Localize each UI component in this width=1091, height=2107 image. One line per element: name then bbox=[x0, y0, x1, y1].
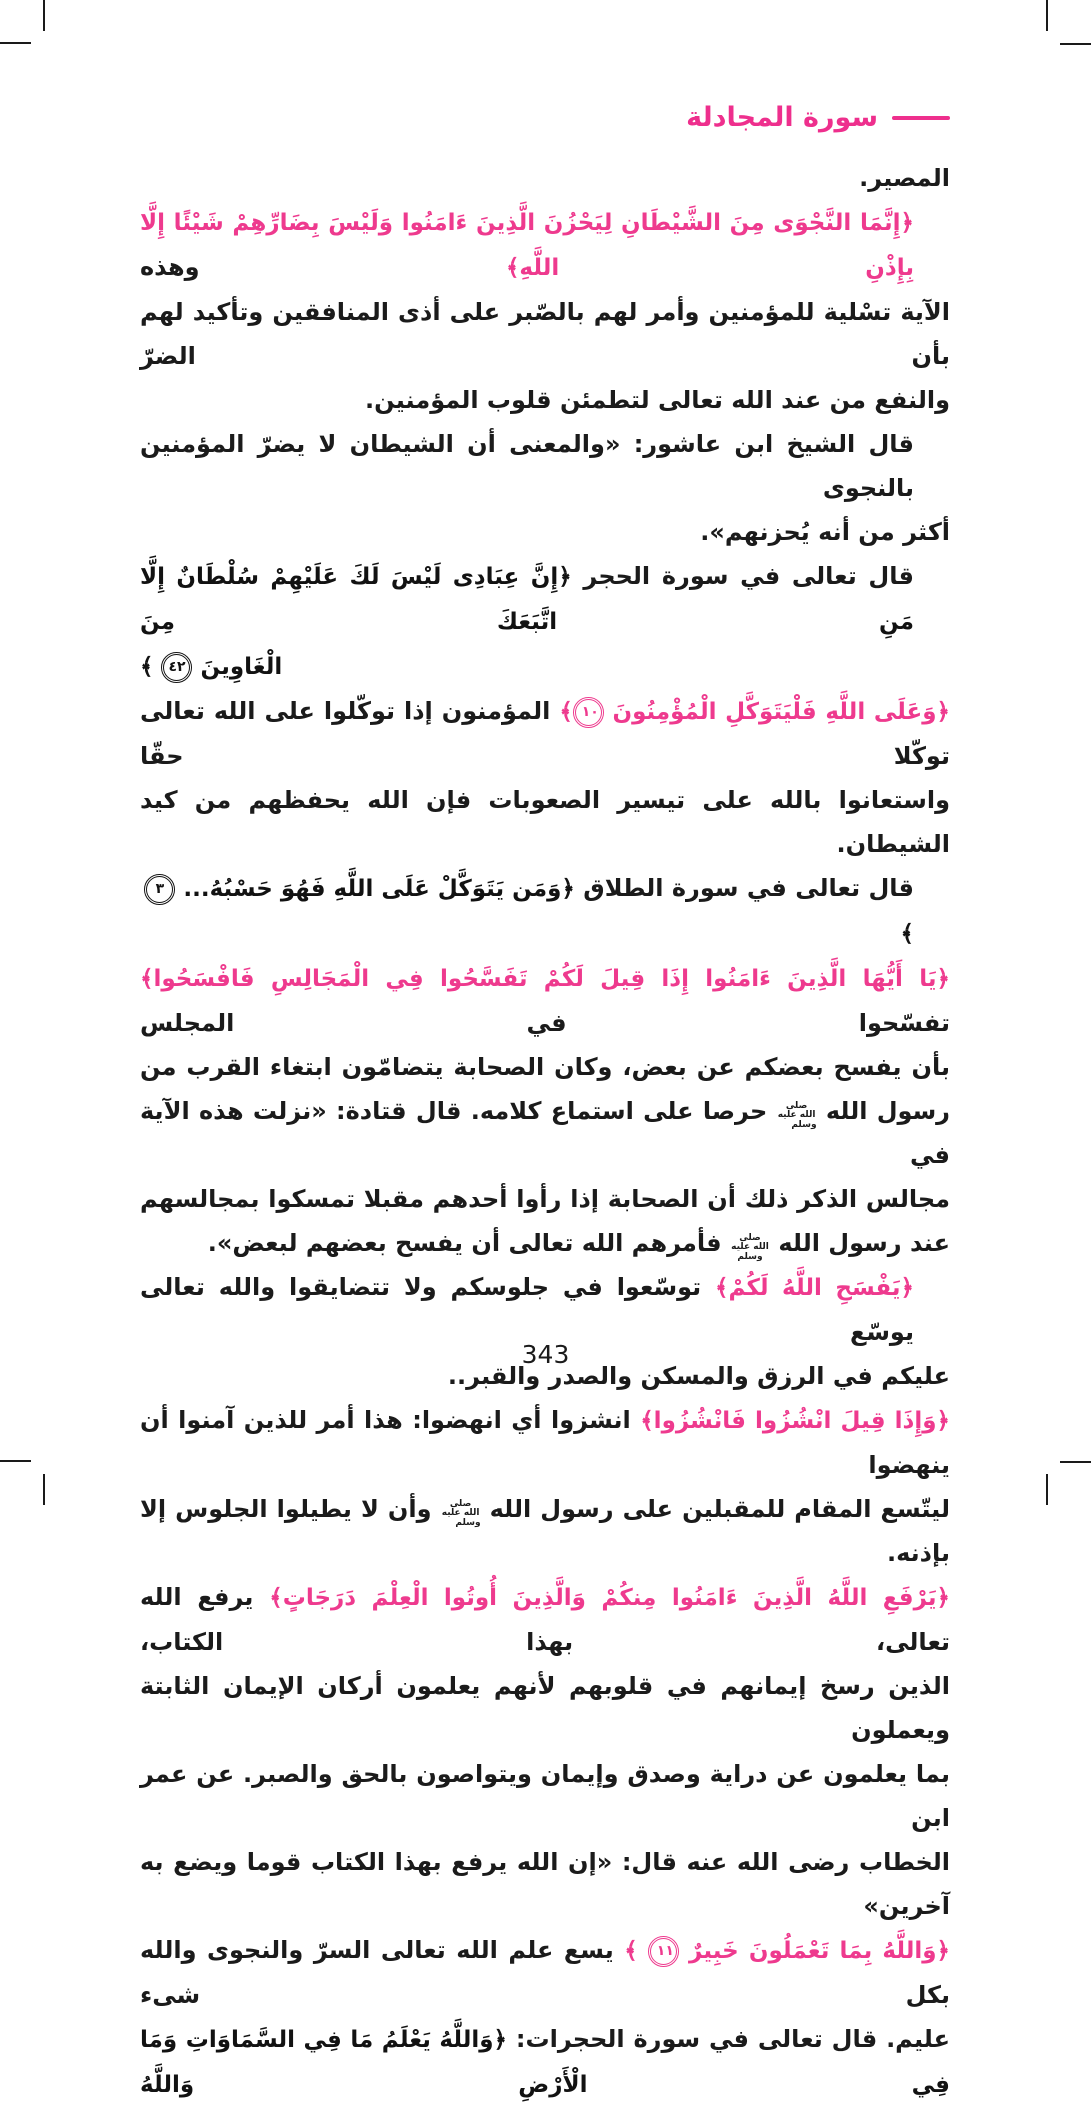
body-text: بما يعلمون عن دراية وصدق وإيمان ويتواصون بالحق والصبر. عن عمر ابن bbox=[140, 1760, 950, 1832]
text-line bbox=[140, 554, 950, 644]
text-line bbox=[140, 1487, 950, 1575]
body-text: الخطاب رضى الله عنه قال: «إن الله يرفع بهذا الكتاب قوما ويضع به آخرين» bbox=[140, 1848, 950, 1920]
text-line bbox=[140, 156, 950, 200]
text-line bbox=[140, 1045, 950, 1089]
quran-verse-black: ﴿وَاللَّهُ يَعْلَمُ مَا فِي السَّمَاوَاتِ وَمَا فِي الْأَرْضِ وَاللَّهُ bbox=[140, 2027, 950, 2098]
quran-verse-black: ﴾ bbox=[140, 654, 162, 680]
quran-verse-pink: ﴿إِنَّمَا النَّجْوَى مِنَ الشَّيْطَانِ لِيَحْزُنَ الَّذِينَ ءَامَنُوا وَلَيْسَ بِضَارِّهِمْ شَيْئًا إِلَّا بِإِذْنِ اللَّهِ﴾ bbox=[140, 210, 914, 281]
crop-mark-top-left-horizontal bbox=[0, 42, 31, 44]
pbuh-ligature: صلى الله عليه وسلم bbox=[441, 1498, 481, 1528]
body-text: بأن يفسح بعضكم عن بعض، وكان الصحابة يتضامّون ابتغاء القرب من bbox=[140, 1053, 950, 1081]
body-text: مجالس الذكر ذلك أن الصحابة إذا رأوا أحدهم مقبلا تمسكوا بمجالسهم bbox=[140, 1185, 950, 1213]
body-text: عليم. قال تعالى في سورة الحجرات: bbox=[507, 2025, 950, 2053]
verse-number-medallion: ٤٢ bbox=[161, 652, 192, 683]
body-text: حرصا على استماع كلامه. قال قتادة: «نزلت هذه الآية في bbox=[140, 1097, 950, 1169]
body-text: والنفع من عند الله تعالى لتطمئن قلوب المؤمنين. bbox=[365, 386, 950, 414]
body-text: وأن لا يطيلوا الجلوس إلا بإذنه. bbox=[140, 1495, 950, 1567]
text-line bbox=[140, 378, 950, 422]
quran-verse-pink: ﴿وَاللَّهُ بِمَا تَعْمَلُونَ خَبِيرٌ bbox=[678, 1938, 950, 1964]
body-text: قال الشيخ ابن عاشور: «والمعنى أن الشيطان لا يضرّ المؤمنين بالنجوى bbox=[140, 430, 914, 502]
body-text: وهذه bbox=[140, 253, 506, 281]
quran-verse-black: ﴿وَمَن يَتَوَكَّلْ عَلَى اللَّهِ فَهُوَ حَسْبُهُ... bbox=[175, 876, 575, 902]
text-line bbox=[140, 778, 950, 866]
body-text: واستعانوا بالله على تيسير الصعوبات فإن الله يحفظهم من كيد الشيطان. bbox=[140, 786, 950, 858]
body-text: الآية تسْلية للمؤمنين وأمر لهم بالصّبر على أذى المنافقين وتأكيد لهم بأن الضرّ bbox=[140, 298, 950, 370]
text-line bbox=[140, 1752, 950, 1840]
quran-verse-pink: ﴿يَا أَيُّهَا الَّذِينَ ءَامَنُوا إِذَا قِيلَ لَكُمْ تَفَسَّحُوا فِي الْمَجَالِسِ فَافْسَحُوا﴾ bbox=[140, 966, 950, 992]
quran-verse-black: ﴾ bbox=[900, 921, 914, 947]
verse-number-medallion: ١٠ bbox=[573, 697, 604, 728]
body-text: توسّعوا في جلوسكم ولا تتضايقوا والله تعالى يوسّع bbox=[140, 1273, 914, 1346]
crop-mark-bottom-left-horizontal bbox=[0, 1460, 31, 1462]
text-line bbox=[140, 1840, 950, 1928]
body-text: أكثر من أنه يُحزنهم». bbox=[700, 518, 950, 546]
pbuh-ligature: صلى الله عليه وسلم bbox=[731, 1232, 769, 1262]
pbuh-ligature: صلى الله عليه وسلم bbox=[777, 1100, 817, 1130]
text-line bbox=[140, 1177, 950, 1221]
body-text: عند رسول الله bbox=[770, 1229, 950, 1257]
text-line bbox=[140, 866, 950, 956]
crop-mark-top-right-vertical bbox=[1046, 0, 1048, 31]
surah-title: سورة المجادلة bbox=[686, 102, 878, 133]
body-text: انشزوا أي انهضوا: هذا أمر للذين آمنوا أن ينهضوا bbox=[140, 1406, 950, 1479]
body-text: فأمرهم الله تعالى أن يفسح بعضهم لبعض». bbox=[207, 1229, 730, 1257]
quran-verse-pink: ﴿يَفْسَحِ اللَّهُ لَكُمْ﴾ bbox=[715, 1275, 915, 1301]
body-text: قال تعالى في سورة الطلاق bbox=[574, 874, 914, 902]
text-line bbox=[140, 290, 950, 378]
verse-number-medallion: ١١ bbox=[648, 1936, 679, 1967]
body-text: ليتّسع المقام للمقبلين على رسول الله bbox=[480, 1495, 950, 1523]
verse-number-medallion: ٣ bbox=[144, 874, 175, 905]
quran-verse-pink: ﴿يَرْفَعِ اللَّهُ الَّذِينَ ءَامَنُوا مِنكُمْ وَالَّذِينَ أُوتُوا الْعِلْمَ دَرَجَاتٍ﴾ bbox=[269, 1585, 950, 1611]
body-text: قال تعالى في سورة الحجر bbox=[571, 562, 914, 590]
quran-verse-pink: ﴿وَعَلَى اللَّهِ فَلْيَتَوَكَّلِ الْمُؤْمِنُونَ bbox=[603, 699, 950, 725]
text-line bbox=[140, 510, 950, 554]
text-line bbox=[140, 689, 950, 778]
page-number: 343 bbox=[521, 1340, 570, 1369]
body-text: عليكم في الرزق والمسكن والصدر والقبر.. bbox=[447, 1362, 950, 1390]
body-text: المصير. bbox=[859, 164, 950, 192]
text-line bbox=[140, 1398, 950, 1487]
page-body bbox=[140, 156, 950, 2107]
body-text: الذين رسخ إيمانهم في قلوبهم لأنهم يعلمون أركان الإيمان الثابتة ويعملون bbox=[140, 1672, 950, 1744]
quran-verse-black: ﴿إِنَّ عِبَادِى لَيْسَ لَكَ عَلَيْهِمْ سُلْطَانٌ إِلَّا مَنِ اتَّبَعَكَ مِنَ bbox=[140, 564, 914, 635]
page-header bbox=[686, 102, 950, 133]
text-line bbox=[140, 1221, 950, 1265]
text-line bbox=[140, 956, 950, 1045]
text-line bbox=[140, 200, 950, 290]
quran-verse-pink: ﴾ bbox=[559, 699, 573, 725]
body-text: يسع علم الله تعالى السرّ والنجوى والله بكل شىء bbox=[140, 1936, 950, 2009]
crop-mark-top-right-horizontal bbox=[1060, 43, 1091, 45]
text-line bbox=[140, 1664, 950, 1752]
crop-mark-bottom-left-vertical bbox=[43, 1474, 45, 1505]
text-line bbox=[140, 422, 950, 510]
text-line bbox=[140, 644, 950, 689]
body-text: المؤمنون إذا توكّلوا على الله تعالى توكّلا حقّا bbox=[140, 697, 950, 770]
quran-verse-pink: ﴾ bbox=[624, 1938, 648, 1964]
quran-verse-pink: ﴿وَإِذَا قِيلَ انْشُزُوا فَانْشُزُوا﴾ bbox=[640, 1408, 950, 1434]
body-text: رسول الله bbox=[816, 1097, 950, 1125]
text-line bbox=[140, 1089, 950, 1177]
text-line bbox=[140, 2017, 950, 2107]
crop-mark-bottom-right-vertical bbox=[1046, 1474, 1048, 1505]
header-rule bbox=[892, 116, 950, 120]
quran-verse-black: الْغَاوِينَ bbox=[192, 654, 283, 680]
text-line bbox=[140, 1928, 950, 2017]
body-text: تفسّحوا في المجلس bbox=[140, 1009, 950, 1037]
crop-mark-top-left-vertical bbox=[43, 0, 45, 31]
body-text: يرفع الله تعالى، بهذا الكتاب، bbox=[140, 1583, 950, 1656]
text-line bbox=[140, 1575, 950, 1664]
crop-mark-bottom-right-horizontal bbox=[1060, 1461, 1091, 1463]
